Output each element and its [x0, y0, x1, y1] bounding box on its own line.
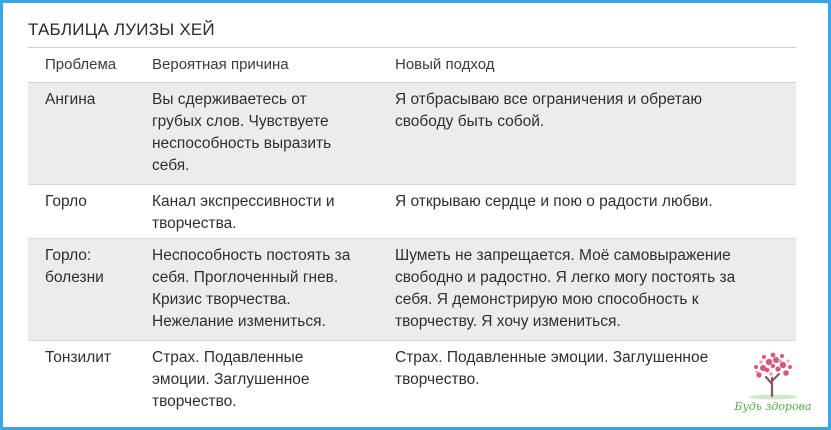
table-row: [28, 185, 796, 239]
cell-approach: Страх. Подавленные эмоции. Заглушенное творчество.: [395, 349, 709, 388]
table-row: [28, 341, 796, 417]
cell-approach: Я отбрасываю все ограничения и обретаю свободу быть собой.: [395, 91, 702, 130]
cell-problem: Горло: [45, 193, 87, 210]
table-row: [28, 83, 796, 185]
cell-cause: Страх. Подавленные эмоции. Заглушенное творчество.: [152, 349, 310, 410]
brand-logo: [733, 348, 813, 418]
header-approach: Новый подход: [395, 56, 495, 73]
cell-problem: Тонзилит: [45, 349, 112, 366]
louise-hay-table: [28, 47, 796, 417]
tree-icon: [733, 348, 813, 400]
cell-approach: Шуметь не запрещается. Моё самовыражение свободно и радостно. Я легко могу постоять за себя. Я демонстрирую мою способность к творчеству. Я хочу измениться.: [395, 247, 736, 330]
header-cause: Вероятная причина: [152, 56, 289, 73]
table-row: [28, 239, 796, 341]
cell-cause: Вы сдерживаетесь от грубых слов. Чувствуете неспособность выразить себя.: [152, 91, 332, 174]
cell-cause: Неспособность постоять за себя. Проглоченный гнев. Кризис творчества. Нежелание измениться.: [152, 247, 351, 330]
logo-text: Будь здорова: [734, 400, 812, 413]
cell-problem: Ангина: [45, 91, 96, 108]
cell-cause: Канал экспрессивности и творчества.: [152, 193, 335, 232]
cell-problem: Горло: болезни: [45, 247, 104, 286]
header-problem: Проблема: [45, 56, 117, 73]
page-title: ТАБЛИЦА ЛУИЗЫ ХЕЙ: [28, 20, 215, 39]
cell-approach: Я открываю сердце и пою о радости любви.: [395, 193, 713, 210]
table-header: [28, 47, 796, 83]
